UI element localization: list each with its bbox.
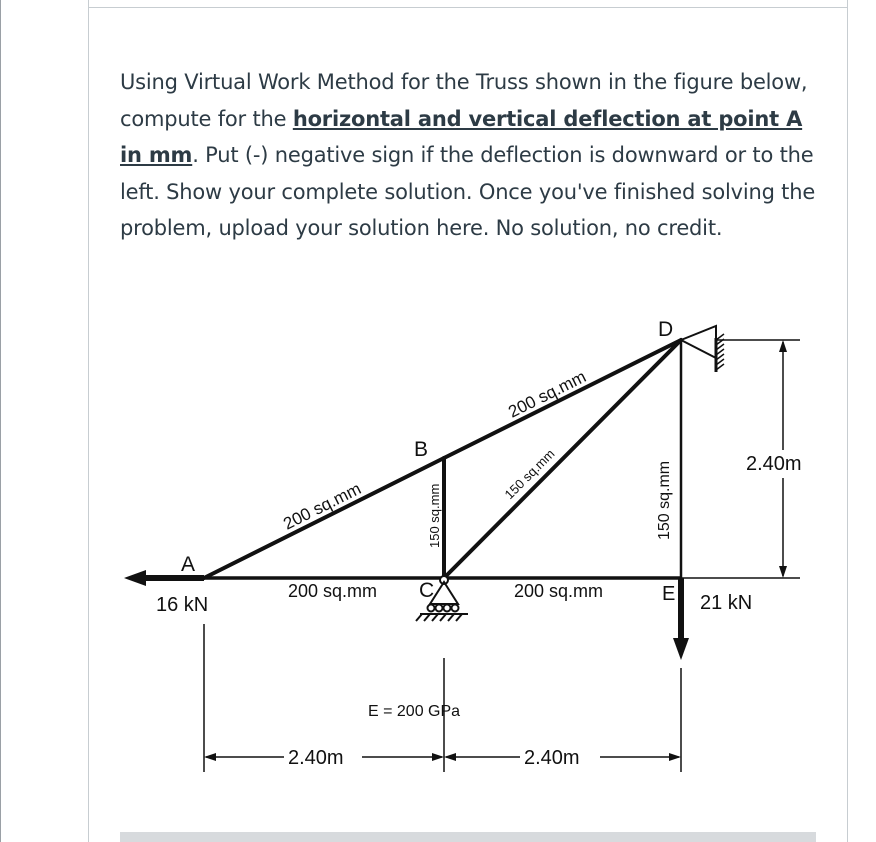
node-label-b: B xyxy=(414,438,429,461)
dimension-arrow-center-right xyxy=(444,753,456,761)
load-label-e: 21 kN xyxy=(700,592,753,614)
dimension-arrow-left xyxy=(204,753,216,761)
member-label-de: 150 sq.mm xyxy=(656,460,673,540)
modulus-label: E = 200 GPa xyxy=(368,703,461,720)
member-label-ce: 200 sq.mm xyxy=(514,581,604,601)
node-label-c: C xyxy=(419,579,435,602)
wall-support-d xyxy=(681,326,724,372)
dimension-de-arrow-bottom xyxy=(779,566,787,578)
member-bd xyxy=(444,340,681,458)
member-label-ab: 200 sq.mm xyxy=(280,479,365,534)
member-label-cd: 150 sq.mm xyxy=(501,446,558,503)
member-label-bd: 200 sq.mm xyxy=(505,367,590,422)
member-label-bc: 150 sq.mm xyxy=(427,483,442,548)
dimension-arrow-right xyxy=(669,753,681,761)
dimension-arrow-center-left xyxy=(432,753,444,761)
load-arrow-e xyxy=(673,578,689,660)
dimension-label-ce: 2.40m xyxy=(524,747,580,769)
dimension-bottom xyxy=(204,624,681,772)
load-label-a: 16 kN xyxy=(156,594,209,616)
node-label-a: A xyxy=(181,553,196,576)
question-emphasis: horizontal and vertical deflection at point A in mm xyxy=(120,106,803,167)
dimension-label-ac: 2.40m xyxy=(288,747,344,769)
node-label-d: D xyxy=(658,318,674,341)
dimension-label-de: 2.40m xyxy=(746,453,802,475)
question-text-part2: . Put (-) negative sign if the deflection is downward or to the left. Show your complete solution. Once you've finished solving the problem, upload your solution here. No solution, no credit. xyxy=(120,143,816,240)
answer-upload-bar[interactable] xyxy=(120,832,816,842)
question-text-part1: Using Virtual Work Method for the Truss shown in the figure below, compute for the xyxy=(120,70,808,131)
dimension-de-arrow-top xyxy=(779,340,787,352)
member-ab xyxy=(204,458,444,578)
member-label-ac: 200 sq.mm xyxy=(288,581,378,601)
node-label-e: E xyxy=(662,583,676,605)
